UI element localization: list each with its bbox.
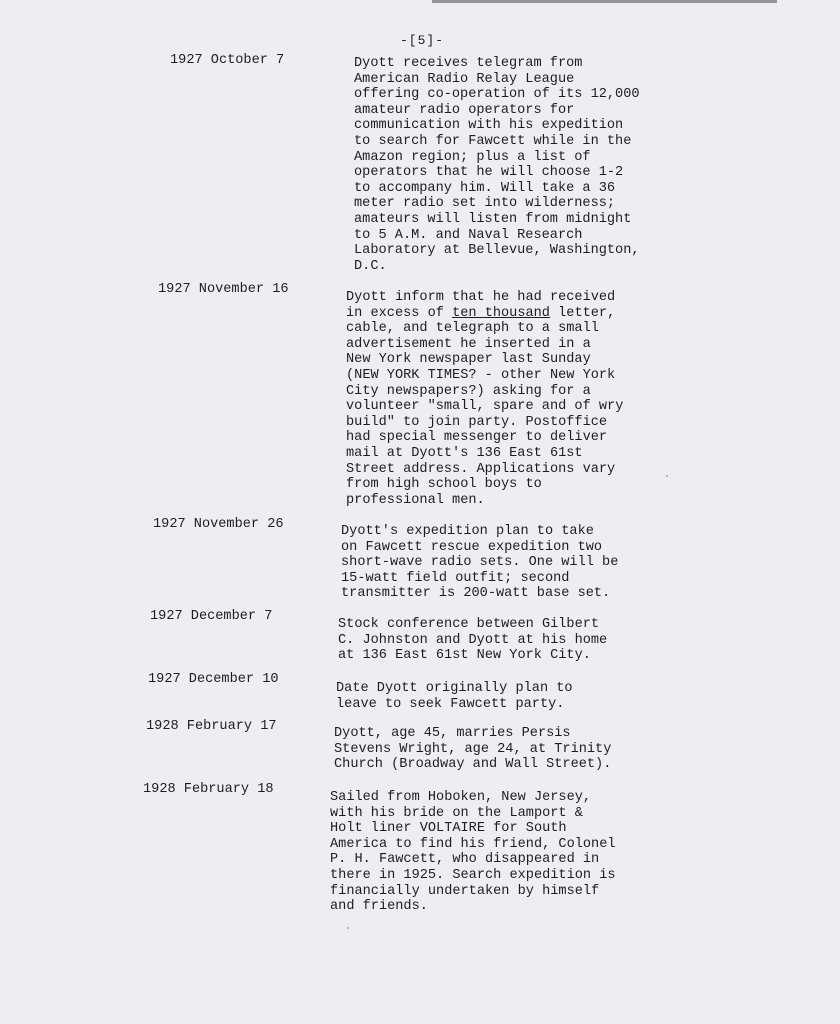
entry-date: 1927 November 26 bbox=[153, 517, 284, 532]
entry-description: Date Dyott originally plan to leave to seek Fawcett party. bbox=[336, 681, 573, 712]
paper-speck bbox=[666, 475, 668, 477]
entry-date: 1928 February 18 bbox=[143, 782, 274, 797]
paper-speck bbox=[347, 927, 349, 929]
entry-description: Stock conference between Gilbert C. Johnston and Dyott at his home at 136 East 61st New York City. bbox=[338, 617, 608, 664]
entry-description: Dyott receives telegram from American Radio Relay League offering co-operation of its 12,000 amateur radio operators for communication with his expedition to search for Fawcett while in the Amazon region; plus a list of operators that he will choose 1-2 to accompany him. Will take a 36 meter radio set into wilderness; amateurs will listen from midnight to 5 A.M. and Naval Research Laboratory at Bellevue, Washington, D.C. bbox=[354, 56, 640, 274]
entry-description: Sailed from Hoboken, New Jersey, with his bride on the Lamport & Holt liner VOLTAIRE for South America to find his friend, Colonel P. H. Fawcett, who disappeared in there in 1925. Search expedition is financially undertaken by himself and friends. bbox=[330, 790, 616, 915]
underlined-phrase: ten thousand bbox=[452, 305, 550, 321]
entry-description: Dyott, age 45, marries Persis Stevens Wright, age 24, at Trinity Church (Broadway and Wall Street). bbox=[334, 726, 612, 773]
entry-date: 1927 October 7 bbox=[170, 53, 285, 68]
entry-date: 1927 December 7 bbox=[150, 609, 273, 624]
page-number: -[5]- bbox=[400, 33, 445, 48]
top-edge-rule bbox=[432, 0, 777, 3]
entry-date: 1927 November 16 bbox=[158, 282, 289, 297]
entry-date: 1927 December 10 bbox=[148, 672, 279, 687]
entry-description: Dyott's expedition plan to take on Fawcett rescue expedition two short-wave radio sets. One will be 15-watt field outfit; second transmitter is 200-watt base set. bbox=[341, 524, 619, 602]
entry-description: Dyott inform that he had received in excess of ten thousand letter, cable, and telegraph to a small advertisement he inserted in a New York newspaper last Sunday (NEW YORK TIMES? - other New York City newspapers?) asking for a volunteer "small, spare and of wry build" to join party. Postoffice had special messenger to deliver mail at Dyott's 136 East 61st Street address. Applications vary from high school boys to professional men. bbox=[346, 290, 624, 508]
entry-date: 1928 February 17 bbox=[146, 719, 277, 734]
